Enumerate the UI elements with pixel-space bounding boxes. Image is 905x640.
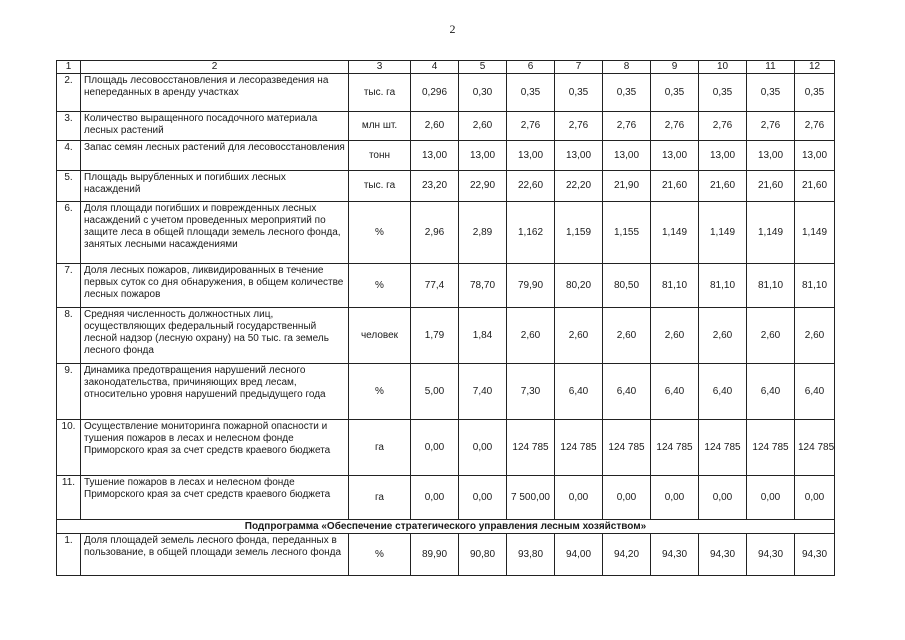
unit-cell: человек (349, 308, 411, 364)
header-cell: 1 (57, 61, 81, 74)
value-cell: 22,90 (459, 171, 507, 202)
table-row (57, 202, 835, 264)
value-cell: 2,89 (459, 202, 507, 264)
value-cell: 2,60 (795, 308, 835, 364)
header-cell: 11 (747, 61, 795, 74)
indicator-name: Осуществление мониторинга пожарной опасности и тушения пожаров в лесах и нелесном фонде Приморского края за счет средств краевого бюджета (81, 420, 349, 476)
header-cell: 3 (349, 61, 411, 74)
value-cell: 2,60 (699, 308, 747, 364)
value-cell: 2,96 (411, 202, 459, 264)
value-cell: 13,00 (507, 141, 555, 171)
value-cell: 2,60 (555, 308, 603, 364)
header-cell: 6 (507, 61, 555, 74)
table-row (57, 476, 835, 520)
row-number: 11. (57, 476, 81, 520)
header-cell: 8 (603, 61, 651, 74)
value-cell: 13,00 (411, 141, 459, 171)
value-cell: 94,30 (795, 534, 835, 576)
value-cell: 22,60 (507, 171, 555, 202)
value-cell: 6,40 (747, 364, 795, 420)
unit-cell: га (349, 420, 411, 476)
value-cell: 94,30 (651, 534, 699, 576)
row-number: 9. (57, 364, 81, 420)
value-cell: 124 785 (651, 420, 699, 476)
indicator-name: Доля площадей земель лесного фонда, переданных в пользование, в общей площади земель лесного фонда (81, 534, 349, 576)
row-number: 3. (57, 112, 81, 141)
value-cell: 0,35 (699, 74, 747, 112)
indicator-name: Площадь вырубленных и погибших лесных насаждений (81, 171, 349, 202)
value-cell: 1,149 (651, 202, 699, 264)
value-cell: 2,76 (507, 112, 555, 141)
value-cell: 2,60 (651, 308, 699, 364)
row-number: 5. (57, 171, 81, 202)
value-cell: 124 785 (507, 420, 555, 476)
value-cell: 2,76 (747, 112, 795, 141)
value-cell: 79,90 (507, 264, 555, 308)
value-cell: 2,76 (795, 112, 835, 141)
value-cell: 0,00 (699, 476, 747, 520)
value-cell: 13,00 (747, 141, 795, 171)
value-cell: 0,00 (459, 476, 507, 520)
value-cell: 94,30 (699, 534, 747, 576)
value-cell: 2,76 (699, 112, 747, 141)
value-cell: 1,79 (411, 308, 459, 364)
value-cell: 13,00 (555, 141, 603, 171)
value-cell: 0,35 (603, 74, 651, 112)
value-cell: 6,40 (795, 364, 835, 420)
value-cell: 81,10 (795, 264, 835, 308)
value-cell: 81,10 (651, 264, 699, 308)
value-cell: 0,00 (411, 420, 459, 476)
value-cell: 22,20 (555, 171, 603, 202)
value-cell: 0,35 (747, 74, 795, 112)
value-cell: 2,60 (747, 308, 795, 364)
table-row (57, 112, 835, 141)
value-cell: 6,40 (651, 364, 699, 420)
table-row (57, 141, 835, 171)
value-cell: 23,20 (411, 171, 459, 202)
value-cell: 6,40 (555, 364, 603, 420)
value-cell: 2,76 (603, 112, 651, 141)
row-number: 1. (57, 534, 81, 576)
value-cell: 6,40 (603, 364, 651, 420)
value-cell: 7 500,00 (507, 476, 555, 520)
header-cell: 12 (795, 61, 835, 74)
table-row (57, 308, 835, 364)
indicators-table (56, 60, 835, 576)
value-cell: 1,162 (507, 202, 555, 264)
unit-cell: % (349, 534, 411, 576)
value-cell: 21,60 (747, 171, 795, 202)
value-cell: 13,00 (603, 141, 651, 171)
header-cell: 2 (81, 61, 349, 74)
indicator-name: Доля лесных пожаров, ликвидированных в течение первых суток со дня обнаружения, в общем количестве лесных пожаров (81, 264, 349, 308)
row-number: 6. (57, 202, 81, 264)
unit-cell: тыс. га (349, 171, 411, 202)
indicator-name: Средняя численность должностных лиц, осуществляющих федеральный государственный лесной надзор (лесную охрану) на 50 тыс. га земель лесного фонда (81, 308, 349, 364)
subprogram-title: Подпрограмма «Обеспечение стратегического управления лесным хозяйством» (57, 520, 835, 534)
indicator-name: Количество выращенного посадочного материала лесных растений (81, 112, 349, 141)
value-cell: 0,00 (555, 476, 603, 520)
table-row (57, 364, 835, 420)
subprogram-row (57, 520, 835, 534)
value-cell: 124 785 (603, 420, 651, 476)
value-cell: 2,60 (459, 112, 507, 141)
unit-cell: млн шт. (349, 112, 411, 141)
table-row (57, 534, 835, 576)
value-cell: 7,40 (459, 364, 507, 420)
unit-cell: га (349, 476, 411, 520)
row-number: 2. (57, 74, 81, 112)
indicator-name: Доля площади погибших и поврежденных лесных насаждений с учетом проведенных мероприятий по защите леса в общей площади земель лесного фонда, занятых лесными насаждениями (81, 202, 349, 264)
value-cell: 0,30 (459, 74, 507, 112)
value-cell: 0,00 (603, 476, 651, 520)
value-cell: 1,155 (603, 202, 651, 264)
unit-cell: % (349, 264, 411, 308)
value-cell: 2,76 (651, 112, 699, 141)
value-cell: 1,159 (555, 202, 603, 264)
value-cell: 2,76 (555, 112, 603, 141)
value-cell: 124 785 (747, 420, 795, 476)
value-cell: 94,00 (555, 534, 603, 576)
value-cell: 1,149 (795, 202, 835, 264)
indicator-name: Тушение пожаров в лесах и нелесном фонде Приморского края за счет средств краевого бюджета (81, 476, 349, 520)
value-cell: 0,00 (651, 476, 699, 520)
value-cell: 94,30 (747, 534, 795, 576)
value-cell: 77,4 (411, 264, 459, 308)
table-row (57, 420, 835, 476)
value-cell: 124 785 (795, 420, 835, 476)
value-cell: 21,60 (651, 171, 699, 202)
value-cell: 78,70 (459, 264, 507, 308)
value-cell: 7,30 (507, 364, 555, 420)
value-cell: 0,35 (795, 74, 835, 112)
value-cell: 13,00 (699, 141, 747, 171)
value-cell: 0,00 (411, 476, 459, 520)
value-cell: 1,84 (459, 308, 507, 364)
table-row (57, 264, 835, 308)
header-cell: 4 (411, 61, 459, 74)
value-cell: 0,296 (411, 74, 459, 112)
header-cell: 9 (651, 61, 699, 74)
value-cell: 0,00 (459, 420, 507, 476)
value-cell: 0,00 (795, 476, 835, 520)
value-cell: 13,00 (651, 141, 699, 171)
value-cell: 0,35 (507, 74, 555, 112)
value-cell: 5,00 (411, 364, 459, 420)
page-number: 2 (449, 22, 456, 36)
indicator-name: Площадь лесовосстановления и лесоразведения на непереданных в аренду участках (81, 74, 349, 112)
unit-cell: % (349, 202, 411, 264)
value-cell: 80,50 (603, 264, 651, 308)
value-cell: 90,80 (459, 534, 507, 576)
unit-cell: тыс. га (349, 74, 411, 112)
value-cell: 21,90 (603, 171, 651, 202)
table-row (57, 171, 835, 202)
value-cell: 81,10 (699, 264, 747, 308)
value-cell: 1,149 (699, 202, 747, 264)
table-row (57, 74, 835, 112)
table-header-row (57, 61, 835, 74)
value-cell: 124 785 (555, 420, 603, 476)
indicator-name: Динамика предотвращения нарушений лесного законодательства, причиняющих вред лесам, относительно уровня нарушений предыдущего года (81, 364, 349, 420)
value-cell: 124 785 (699, 420, 747, 476)
row-number: 8. (57, 308, 81, 364)
value-cell: 80,20 (555, 264, 603, 308)
value-cell: 0,00 (747, 476, 795, 520)
header-cell: 5 (459, 61, 507, 74)
value-cell: 0,35 (651, 74, 699, 112)
value-cell: 0,35 (555, 74, 603, 112)
value-cell: 93,80 (507, 534, 555, 576)
value-cell: 2,60 (507, 308, 555, 364)
value-cell: 6,40 (699, 364, 747, 420)
value-cell: 21,60 (699, 171, 747, 202)
value-cell: 89,90 (411, 534, 459, 576)
value-cell: 2,60 (411, 112, 459, 141)
value-cell: 13,00 (459, 141, 507, 171)
unit-cell: % (349, 364, 411, 420)
header-cell: 7 (555, 61, 603, 74)
indicator-name: Запас семян лесных растений для лесовосстановления (81, 141, 349, 171)
unit-cell: тонн (349, 141, 411, 171)
header-cell: 10 (699, 61, 747, 74)
value-cell: 21,60 (795, 171, 835, 202)
value-cell: 81,10 (747, 264, 795, 308)
row-number: 7. (57, 264, 81, 308)
row-number: 10. (57, 420, 81, 476)
value-cell: 2,60 (603, 308, 651, 364)
value-cell: 94,20 (603, 534, 651, 576)
value-cell: 1,149 (747, 202, 795, 264)
row-number: 4. (57, 141, 81, 171)
value-cell: 13,00 (795, 141, 835, 171)
